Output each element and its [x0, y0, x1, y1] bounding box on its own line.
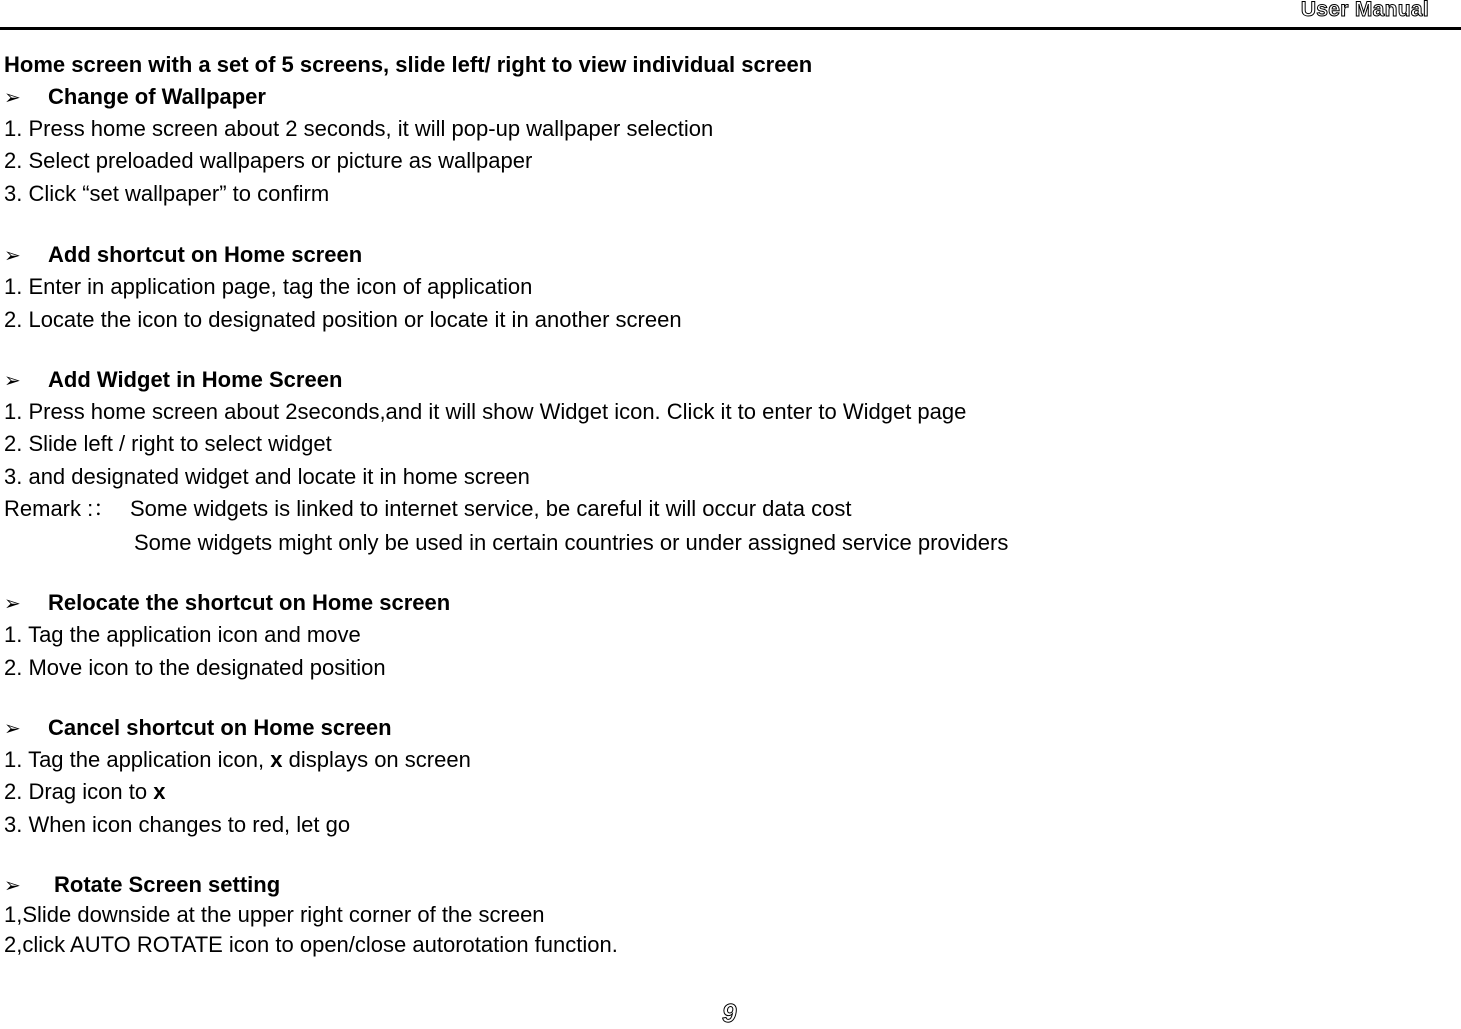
document-header-title: User Manual: [1300, 0, 1429, 21]
wallpaper-step-2: 2. Select preloaded wallpapers or picture as wallpaper: [4, 148, 533, 173]
cancel-step-2-x: x: [153, 779, 166, 804]
intro-text: Home screen with a set of 5 screens, slide left/ right to view individual screen: [4, 52, 813, 77]
add-widget-step-3: 3. and designated widget and locate it in home screen: [4, 464, 530, 489]
section-heading-add-shortcut: Add shortcut on Home screen: [48, 242, 363, 267]
page-number: 9: [722, 998, 737, 1028]
bullet-arrow-icon: ➢: [4, 593, 21, 615]
cancel-step-2-prefix: 2. Drag icon to: [4, 779, 154, 804]
remark-line-2: Some widgets might only be used in certain countries or under assigned service providers: [134, 530, 1009, 555]
add-shortcut-step-1: 1. Enter in application page, tag the icon of application: [4, 274, 533, 299]
bullet-arrow-icon: ➢: [4, 245, 21, 267]
section-heading-wallpaper: Change of Wallpaper: [48, 84, 266, 109]
remark-label: Remark :：: [4, 496, 116, 521]
wallpaper-step-3: 3. Click “set wallpaper” to confirm: [4, 181, 330, 206]
cancel-step-1-prefix: 1. Tag the application icon,: [4, 747, 271, 772]
cancel-step-1-x: x: [270, 747, 283, 772]
section-heading-rotate: Rotate Screen setting: [54, 872, 281, 897]
header-divider: [0, 27, 1461, 30]
add-shortcut-step-2: 2. Locate the icon to designated position or locate it in another screen: [4, 307, 682, 332]
add-widget-step-1: 1. Press home screen about 2seconds,and it will show Widget icon. Click it to enter to Widget page: [4, 399, 967, 424]
cancel-step-2: [4, 779, 165, 805]
add-widget-step-2: 2. Slide left / right to select widget: [4, 431, 332, 456]
bullet-arrow-icon: ➢: [4, 875, 21, 897]
rotate-step-2: 2,click AUTO ROTATE icon to open/close autorotation function.: [4, 932, 618, 957]
relocate-step-1: 1. Tag the application icon and move: [4, 622, 361, 647]
bullet-arrow-icon: ➢: [4, 370, 21, 392]
section-heading-add-widget: Add Widget in Home Screen: [48, 367, 343, 392]
wallpaper-step-1: 1. Press home screen about 2 seconds, it will pop-up wallpaper selection: [4, 116, 714, 141]
bullet-arrow-icon: ➢: [4, 718, 21, 740]
rotate-step-1: 1,Slide downside at the upper right corner of the screen: [4, 902, 545, 927]
cancel-step-3: 3. When icon changes to red, let go: [4, 812, 351, 837]
section-heading-cancel: Cancel shortcut on Home screen: [48, 715, 392, 740]
relocate-step-2: 2. Move icon to the designated position: [4, 655, 386, 680]
remark-line-1: Some widgets is linked to internet service, be careful it will occur data cost: [130, 496, 852, 521]
bullet-arrow-icon: ➢: [4, 87, 21, 109]
section-heading-relocate: Relocate the shortcut on Home screen: [48, 590, 451, 615]
cancel-step-1: [4, 747, 471, 773]
cancel-step-1-suffix: displays on screen: [282, 747, 471, 772]
